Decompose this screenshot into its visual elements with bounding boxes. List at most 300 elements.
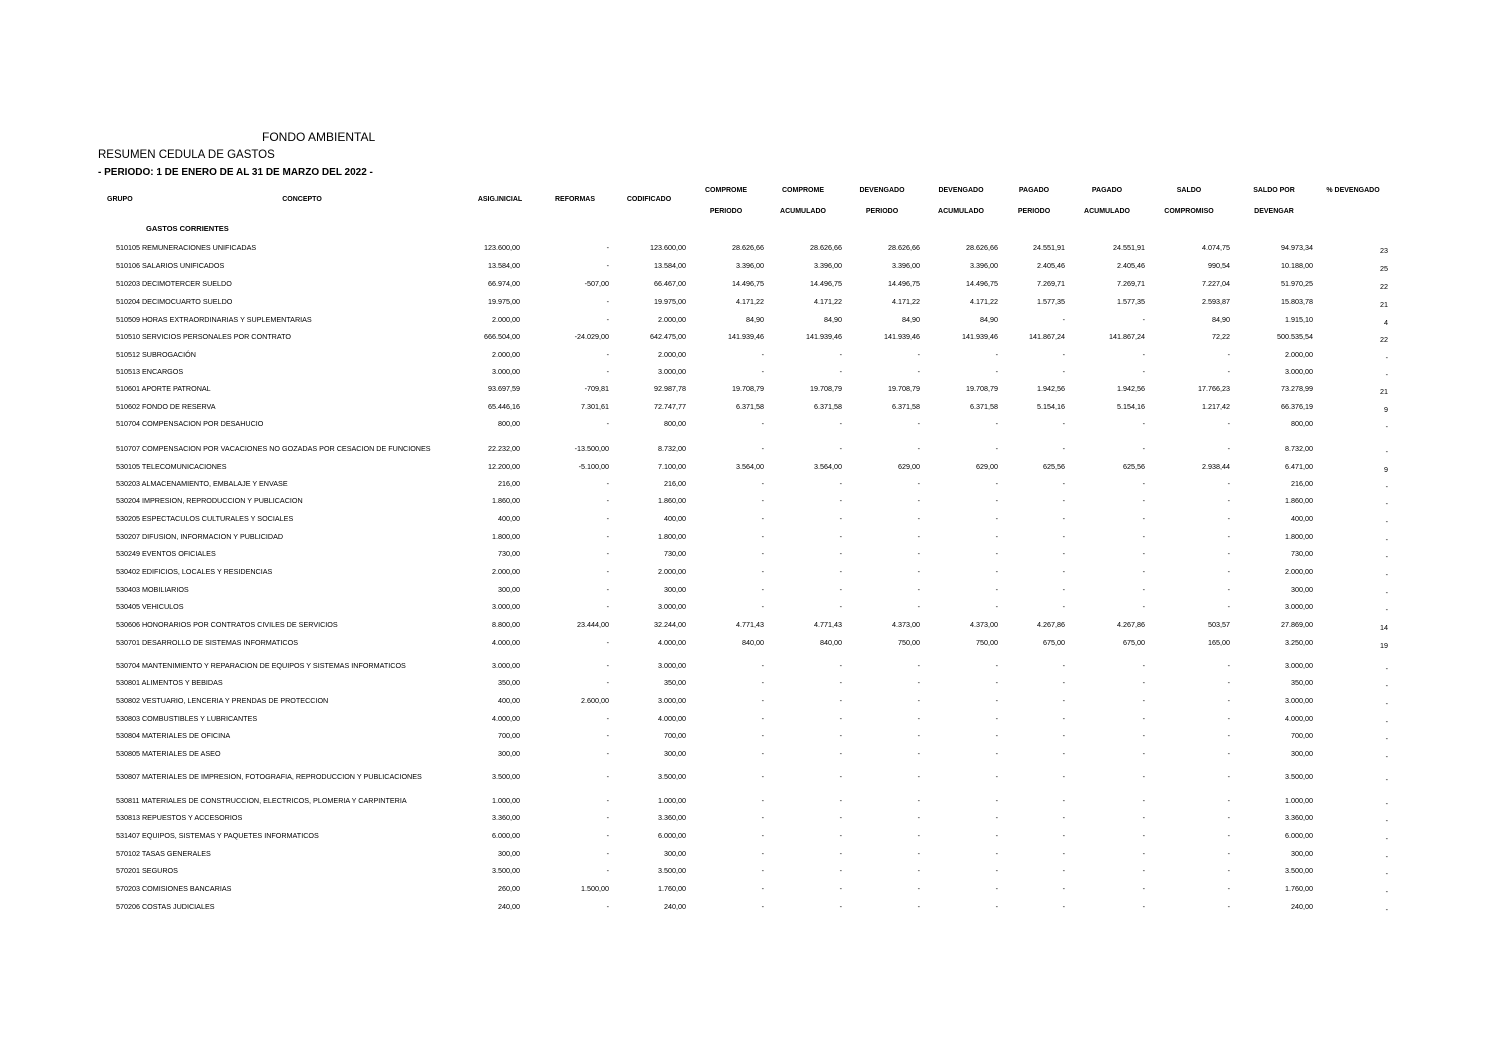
cell-pagado-acumulado: - <box>1142 813 1145 822</box>
cell-devengado-acumulado: 141.939,46 <box>962 332 998 341</box>
cell-comprome-periodo: - <box>761 367 764 376</box>
cell-reformas: - <box>606 714 609 723</box>
cell-comprome-acumulado: 28.626,66 <box>810 243 842 252</box>
cell-saldo-por-devengar: 15.803,78 <box>1281 297 1313 306</box>
cell-saldo-por-devengar: 500.535,54 <box>1277 332 1313 341</box>
header-pagado-1: PAGADO <box>1018 187 1050 194</box>
cell-codificado: 13.584,00 <box>654 261 686 270</box>
cell-pagado-periodo: - <box>1062 813 1065 822</box>
cell-asig-inicial: 66.974,00 <box>488 279 520 288</box>
row-concept: 570102 TASAS GENERALES <box>116 849 211 858</box>
cell-codificado: 1.860,00 <box>658 496 686 505</box>
cell-devengado-periodo: - <box>917 902 920 911</box>
cell-devengado-periodo: - <box>917 602 920 611</box>
cell-comprome-acumulado: 141.939,46 <box>806 332 842 341</box>
cell-pagado-periodo: - <box>1062 678 1065 687</box>
cell-devengado-periodo: - <box>917 813 920 822</box>
row-concept: 530811 MATERIALES DE CONSTRUCCION, ELECTRICOS, PLOMERIA Y CARPINTERIA <box>116 796 407 805</box>
cell-devengado-acumulado: - <box>995 772 998 781</box>
cell-devengado-periodo: - <box>917 696 920 705</box>
cell-devengado-acumulado: - <box>995 496 998 505</box>
cell-pagado-periodo: - <box>1062 315 1065 324</box>
cell-pct-devengado: - <box>1385 370 1388 379</box>
cell-pagado-periodo: - <box>1062 772 1065 781</box>
cell-comprome-periodo: 4.171,22 <box>736 297 764 306</box>
cell-saldo-compromiso: - <box>1227 866 1230 875</box>
cell-devengado-acumulado: - <box>995 796 998 805</box>
table-row <box>0 443 1497 455</box>
cell-reformas: -5.100,00 <box>578 462 609 471</box>
cell-devengado-acumulado: - <box>995 696 998 705</box>
cell-pct-devengado: - <box>1385 552 1388 561</box>
header-asig-inicial: ASIG.INICIAL <box>477 196 523 203</box>
cell-pagado-acumulado: - <box>1142 367 1145 376</box>
cell-asig-inicial: 666.504,00 <box>484 332 520 341</box>
cell-pct-devengado: - <box>1385 681 1388 690</box>
cell-pagado-acumulado: - <box>1142 696 1145 705</box>
cell-pct-devengado: - <box>1385 664 1388 673</box>
cell-saldo-compromiso: - <box>1227 585 1230 594</box>
table-row <box>0 278 1497 290</box>
cell-pagado-periodo: 1.942,56 <box>1037 384 1065 393</box>
row-concept: 531407 EQUIPOS, SISTEMAS Y PAQUETES INFORMATICOS <box>116 831 319 840</box>
row-concept: 510512 SUBROGACIÓN <box>116 350 196 359</box>
cell-saldo-por-devengar: 800,00 <box>1291 419 1313 428</box>
cell-saldo-por-devengar: 3.250,00 <box>1285 638 1313 647</box>
report-period: - PERIODO: 1 DE ENERO DE AL 31 DE MARZO DEL 2022 - <box>98 167 373 178</box>
cell-asig-inicial: 6.000,00 <box>492 831 520 840</box>
cell-pct-devengado: - <box>1385 799 1388 808</box>
cell-pct-devengado: - <box>1385 734 1388 743</box>
cell-devengado-acumulado: - <box>995 514 998 523</box>
cell-comprome-periodo: - <box>761 567 764 576</box>
cell-codificado: 66.467,00 <box>654 279 686 288</box>
header-saldo-por: SALDO POR <box>1253 187 1295 194</box>
cell-reformas: 2.600,00 <box>581 696 609 705</box>
cell-asig-inicial: 8.800,00 <box>492 620 520 629</box>
cell-asig-inicial: 400,00 <box>498 514 520 523</box>
row-concept: 530403 MOBILIARIOS <box>116 585 189 594</box>
cell-saldo-por-devengar: 300,00 <box>1291 849 1313 858</box>
row-concept: 510704 COMPENSACION POR DESAHUCIO <box>116 419 264 428</box>
row-concept: 510601 APORTE PATRONAL <box>116 384 211 393</box>
row-concept: 530402 EDIFICIOS, LOCALES Y RESIDENCIAS <box>116 567 273 576</box>
cell-pagado-periodo: - <box>1062 514 1065 523</box>
cell-codificado: 642.475,00 <box>650 332 686 341</box>
cell-pct-devengado: 25 <box>1380 264 1388 273</box>
cell-pct-devengado: - <box>1385 717 1388 726</box>
cell-devengado-acumulado: - <box>995 813 998 822</box>
cell-comprome-periodo: 3.564,00 <box>736 462 764 471</box>
cell-comprome-acumulado: 840,00 <box>820 638 842 647</box>
cell-saldo-compromiso: 1.217,42 <box>1202 402 1230 411</box>
table-row <box>0 242 1497 254</box>
cell-saldo-por-devengar: 350,00 <box>1291 678 1313 687</box>
cell-comprome-acumulado: - <box>839 585 842 594</box>
cell-asig-inicial: 3.000,00 <box>492 661 520 670</box>
cell-pct-devengado: - <box>1385 834 1388 843</box>
cell-saldo-por-devengar: 300,00 <box>1291 749 1313 758</box>
cell-pct-devengado: - <box>1385 699 1388 708</box>
cell-comprome-acumulado: - <box>839 496 842 505</box>
cell-devengado-acumulado: - <box>995 419 998 428</box>
cell-comprome-periodo: 6.371,58 <box>736 402 764 411</box>
cell-pagado-periodo: 675,00 <box>1043 638 1065 647</box>
header-saldo: SALDO <box>1176 187 1202 194</box>
cell-comprome-periodo: 141.939,46 <box>728 332 764 341</box>
cell-comprome-periodo: - <box>761 749 764 758</box>
table-row <box>0 795 1497 807</box>
cell-pct-devengado: - <box>1385 517 1388 526</box>
cell-pagado-acumulado: - <box>1142 532 1145 541</box>
cell-saldo-compromiso: 503,57 <box>1208 620 1230 629</box>
cell-codificado: 700,00 <box>664 731 686 740</box>
cell-pagado-periodo: - <box>1062 602 1065 611</box>
cell-asig-inicial: 2.000,00 <box>492 315 520 324</box>
table-row <box>0 619 1497 631</box>
cell-saldo-por-devengar: 3.000,00 <box>1285 661 1313 670</box>
cell-pagado-acumulado: - <box>1142 749 1145 758</box>
header-saldo-por-b: DEVENGAR <box>1254 208 1294 215</box>
cell-devengado-periodo: - <box>917 419 920 428</box>
cell-pct-devengado: - <box>1385 752 1388 761</box>
cell-codificado: 300,00 <box>664 749 686 758</box>
header-comprome-1: COMPROME <box>705 187 747 194</box>
cell-saldo-por-devengar: 216,00 <box>1291 479 1313 488</box>
cell-devengado-periodo: 6.371,58 <box>892 402 920 411</box>
cell-reformas: - <box>606 661 609 670</box>
cell-saldo-por-devengar: 3.000,00 <box>1285 367 1313 376</box>
cell-reformas: - <box>606 678 609 687</box>
cell-pagado-periodo: - <box>1062 350 1065 359</box>
cell-comprome-acumulado: - <box>839 444 842 453</box>
cell-devengado-periodo: - <box>917 549 920 558</box>
report-subtitle: RESUMEN CEDULA DE GASTOS <box>98 149 275 161</box>
cell-asig-inicial: 240,00 <box>498 902 520 911</box>
table-row <box>0 418 1497 430</box>
cell-comprome-periodo: - <box>761 696 764 705</box>
cell-comprome-acumulado: 3.396,00 <box>814 261 842 270</box>
cell-saldo-compromiso: - <box>1227 602 1230 611</box>
cell-pagado-acumulado: 141.867,24 <box>1109 332 1145 341</box>
header-comprome-2-b: ACUMULADO <box>780 208 826 215</box>
cell-asig-inicial: 2.000,00 <box>492 350 520 359</box>
cell-saldo-por-devengar: 6.471,00 <box>1285 462 1313 471</box>
row-concept: 570203 COMISIONES BANCARIAS <box>116 884 232 893</box>
cell-pagado-periodo: - <box>1062 866 1065 875</box>
cell-pagado-acumulado: - <box>1142 831 1145 840</box>
cell-pct-devengado: - <box>1385 816 1388 825</box>
cell-pagado-periodo: - <box>1062 419 1065 428</box>
cell-devengado-periodo: - <box>917 714 920 723</box>
row-concept: 510513 ENCARGOS <box>116 367 184 376</box>
cell-devengado-periodo: 4.171,22 <box>892 297 920 306</box>
cell-devengado-acumulado: - <box>995 585 998 594</box>
cell-pagado-acumulado: 7.269,71 <box>1117 279 1145 288</box>
cell-pct-devengado: 23 <box>1380 246 1388 255</box>
header-codificado: CODIFICADO <box>626 196 672 203</box>
cell-comprome-acumulado: - <box>839 602 842 611</box>
cell-reformas: 7.301,61 <box>581 402 609 411</box>
cell-pct-devengado: - <box>1385 482 1388 491</box>
header-pagado-2: PAGADO <box>1091 187 1123 194</box>
cell-reformas: - <box>606 532 609 541</box>
cell-pagado-acumulado: - <box>1142 315 1145 324</box>
cell-saldo-compromiso: - <box>1227 749 1230 758</box>
cell-comprome-periodo: - <box>761 661 764 670</box>
cell-pagado-periodo: - <box>1062 496 1065 505</box>
cell-codificado: 3.500,00 <box>658 866 686 875</box>
header-devengado-2: DEVENGADO <box>938 187 984 194</box>
cell-devengado-periodo: - <box>917 796 920 805</box>
cell-pagado-periodo: - <box>1062 884 1065 893</box>
table-row <box>0 601 1497 613</box>
cell-pct-devengado: - <box>1385 570 1388 579</box>
row-concept: 530803 COMBUSTIBLES Y LUBRICANTES <box>116 714 258 723</box>
cell-pct-devengado: 9 <box>1384 405 1388 414</box>
table-row <box>0 495 1497 507</box>
table-row <box>0 584 1497 596</box>
cell-asig-inicial: 300,00 <box>498 849 520 858</box>
cell-saldo-compromiso: - <box>1227 567 1230 576</box>
cell-comprome-periodo: 3.396,00 <box>736 261 764 270</box>
cell-comprome-periodo: - <box>761 902 764 911</box>
cell-saldo-por-devengar: 1.860,00 <box>1285 496 1313 505</box>
cell-pagado-periodo: - <box>1062 831 1065 840</box>
row-concept: 530203 ALMACENAMIENTO, EMBALAJE Y ENVASE <box>116 479 288 488</box>
cell-comprome-periodo: 19.708,79 <box>732 384 764 393</box>
cell-comprome-acumulado: 19.708,79 <box>810 384 842 393</box>
cell-pct-devengado: - <box>1385 422 1388 431</box>
table-row <box>0 883 1497 895</box>
row-concept: 510707 COMPENSACION POR VACACIONES NO GOZADAS POR CESACION DE FUNCIONES <box>116 444 431 453</box>
row-concept: 510204 DECIMOCUARTO SUELDO <box>116 297 233 306</box>
row-concept: 530802 VESTUARIO, LENCERIA Y PRENDAS DE PROTECCION <box>116 696 329 705</box>
cell-saldo-compromiso: 2.938,44 <box>1202 462 1230 471</box>
row-concept: 510602 FONDO DE RESERVA <box>116 402 216 411</box>
cell-saldo-por-devengar: 27.869,00 <box>1281 620 1313 629</box>
cell-saldo-por-devengar: 66.376,19 <box>1281 402 1313 411</box>
cell-codificado: 3.360,00 <box>658 813 686 822</box>
cell-comprome-periodo: - <box>761 796 764 805</box>
row-concept: 570206 COSTAS JUDICIALES <box>116 902 215 911</box>
cell-comprome-acumulado: 14.496,75 <box>810 279 842 288</box>
cell-pagado-acumulado: - <box>1142 350 1145 359</box>
cell-devengado-periodo: - <box>917 866 920 875</box>
table-row <box>0 260 1497 272</box>
cell-devengado-periodo: 28.626,66 <box>888 243 920 252</box>
cell-comprome-acumulado: - <box>839 831 842 840</box>
cell-comprome-periodo: - <box>761 602 764 611</box>
row-concept: 530701 DESARROLLO DE SISTEMAS INFORMATICOS <box>116 638 298 647</box>
cell-comprome-acumulado: - <box>839 749 842 758</box>
cell-asig-inicial: 260,00 <box>498 884 520 893</box>
row-concept: 510203 DECIMOTERCER SUELDO <box>116 279 232 288</box>
table-row <box>0 296 1497 308</box>
row-concept: 530205 ESPECTACULOS CULTURALES Y SOCIALES <box>116 514 294 523</box>
header-saldo-b: COMPROMISO <box>1164 208 1214 215</box>
cell-reformas: - <box>606 902 609 911</box>
cell-saldo-por-devengar: 3.000,00 <box>1285 696 1313 705</box>
cell-comprome-acumulado: 4.771,43 <box>814 620 842 629</box>
cell-devengado-acumulado: - <box>995 678 998 687</box>
cell-reformas: -507,00 <box>584 279 609 288</box>
cell-asig-inicial: 400,00 <box>498 696 520 705</box>
cell-codificado: 3.000,00 <box>658 661 686 670</box>
cell-reformas: - <box>606 866 609 875</box>
header-comprome-2: COMPROME <box>782 187 824 194</box>
cell-comprome-periodo: 28.626,66 <box>732 243 764 252</box>
cell-devengado-acumulado: - <box>995 549 998 558</box>
cell-reformas: - <box>606 350 609 359</box>
cell-devengado-acumulado: - <box>995 661 998 670</box>
cell-pagado-acumulado: - <box>1142 884 1145 893</box>
cell-devengado-acumulado: - <box>995 567 998 576</box>
cell-pct-devengado: 21 <box>1380 387 1388 396</box>
cell-saldo-por-devengar: 300,00 <box>1291 585 1313 594</box>
table-row <box>0 566 1497 578</box>
row-concept: 530249 EVENTOS OFICIALES <box>116 549 216 558</box>
cell-pagado-periodo: 625,56 <box>1043 462 1065 471</box>
cell-pct-devengado: - <box>1385 605 1388 614</box>
cell-codificado: 400,00 <box>664 514 686 523</box>
table-row <box>0 848 1497 860</box>
cell-comprome-periodo: - <box>761 831 764 840</box>
cell-saldo-compromiso: - <box>1227 902 1230 911</box>
cell-pagado-acumulado: - <box>1142 714 1145 723</box>
cell-pagado-periodo: 141.867,24 <box>1029 332 1065 341</box>
row-concept: 510510 SERVICIOS PERSONALES POR CONTRATO <box>116 332 291 341</box>
cell-asig-inicial: 4.000,00 <box>492 714 520 723</box>
cell-saldo-compromiso: - <box>1227 532 1230 541</box>
cell-asig-inicial: 3.000,00 <box>492 367 520 376</box>
cell-comprome-periodo: - <box>761 585 764 594</box>
cell-codificado: 123.600,00 <box>650 243 686 252</box>
cell-saldo-compromiso: 4.074,75 <box>1202 243 1230 252</box>
cell-saldo-compromiso: - <box>1227 419 1230 428</box>
cell-codificado: 300,00 <box>664 849 686 858</box>
cell-comprome-acumulado: - <box>839 796 842 805</box>
cell-devengado-periodo: 141.939,46 <box>884 332 920 341</box>
cell-devengado-acumulado: - <box>995 731 998 740</box>
cell-devengado-periodo: 4.373,00 <box>892 620 920 629</box>
cell-reformas: - <box>606 549 609 558</box>
cell-comprome-acumulado: - <box>839 549 842 558</box>
header-pct-devengado: % DEVENGADO <box>1326 187 1380 194</box>
table-row <box>0 314 1497 326</box>
cell-codificado: 92.987,78 <box>654 384 686 393</box>
cell-saldo-compromiso: - <box>1227 772 1230 781</box>
cell-saldo-compromiso: 17.766,23 <box>1198 384 1230 393</box>
cell-saldo-por-devengar: 700,00 <box>1291 731 1313 740</box>
cell-codificado: 7.100,00 <box>658 462 686 471</box>
header-devengado-1-b: PERIODO <box>865 208 899 215</box>
cell-saldo-compromiso: 72,22 <box>1212 332 1230 341</box>
cell-devengado-periodo: - <box>917 350 920 359</box>
cell-devengado-acumulado: - <box>995 749 998 758</box>
cell-devengado-acumulado: 4.171,22 <box>970 297 998 306</box>
cell-saldo-compromiso: - <box>1227 661 1230 670</box>
cell-comprome-acumulado: - <box>839 731 842 740</box>
cell-pagado-acumulado: 24.551,91 <box>1113 243 1145 252</box>
cell-asig-inicial: 13.584,00 <box>488 261 520 270</box>
cell-comprome-acumulado: - <box>839 884 842 893</box>
cell-comprome-periodo: - <box>761 849 764 858</box>
cell-saldo-compromiso: - <box>1227 549 1230 558</box>
cell-asig-inicial: 1.860,00 <box>492 496 520 505</box>
cell-saldo-compromiso: - <box>1227 444 1230 453</box>
cell-saldo-por-devengar: 3.500,00 <box>1285 772 1313 781</box>
cell-asig-inicial: 22.232,00 <box>488 444 520 453</box>
cell-pct-devengado: - <box>1385 852 1388 861</box>
table-row <box>0 812 1497 824</box>
cell-devengado-acumulado: - <box>995 602 998 611</box>
cell-pagado-periodo: - <box>1062 532 1065 541</box>
table-row <box>0 401 1497 413</box>
cell-pagado-acumulado: - <box>1142 479 1145 488</box>
cell-pagado-periodo: 5.154,16 <box>1037 402 1065 411</box>
cell-saldo-por-devengar: 3.000,00 <box>1285 602 1313 611</box>
cell-pagado-periodo: 24.551,91 <box>1033 243 1065 252</box>
cell-reformas: - <box>606 585 609 594</box>
row-concept: 510106 SALARIOS UNIFICADOS <box>116 261 225 270</box>
cell-devengado-periodo: - <box>917 496 920 505</box>
table-row <box>0 331 1497 343</box>
cell-pagado-acumulado: 675,00 <box>1123 638 1145 647</box>
cell-devengado-acumulado: 6.371,58 <box>970 402 998 411</box>
cell-pagado-acumulado: - <box>1142 796 1145 805</box>
cell-pagado-acumulado: - <box>1142 602 1145 611</box>
cell-reformas: - <box>606 638 609 647</box>
cell-pagado-acumulado: - <box>1142 731 1145 740</box>
row-concept: 530807 MATERIALES DE IMPRESION, FOTOGRAFIA, REPRODUCCION Y PUBLICACIONES <box>116 772 422 781</box>
cell-pct-devengado: 21 <box>1380 300 1388 309</box>
cell-comprome-acumulado: - <box>839 849 842 858</box>
table-row <box>0 771 1497 783</box>
cell-comprome-periodo: - <box>761 350 764 359</box>
cell-reformas: - <box>606 772 609 781</box>
cell-devengado-periodo: - <box>917 532 920 541</box>
cell-pagado-periodo: - <box>1062 714 1065 723</box>
cell-codificado: 2.000,00 <box>658 315 686 324</box>
cell-codificado: 72.747,77 <box>654 402 686 411</box>
cell-pct-devengado: 9 <box>1384 465 1388 474</box>
cell-asig-inicial: 3.500,00 <box>492 866 520 875</box>
header-concepto: CONCEPTO <box>282 196 322 203</box>
cell-comprome-acumulado: - <box>839 678 842 687</box>
cell-comprome-acumulado: - <box>839 532 842 541</box>
table-row <box>0 713 1497 725</box>
cell-comprome-acumulado: - <box>839 567 842 576</box>
cell-comprome-acumulado: - <box>839 813 842 822</box>
cell-reformas: - <box>606 419 609 428</box>
cell-pagado-acumulado: - <box>1142 661 1145 670</box>
cell-devengado-periodo: - <box>917 661 920 670</box>
cell-reformas: -24.029,00 <box>574 332 609 341</box>
cell-comprome-periodo: - <box>761 444 764 453</box>
cell-pagado-acumulado: - <box>1142 549 1145 558</box>
table-row <box>0 383 1497 395</box>
cell-devengado-periodo: 3.396,00 <box>892 261 920 270</box>
cell-saldo-compromiso: - <box>1227 367 1230 376</box>
cell-comprome-acumulado: - <box>839 479 842 488</box>
row-concept: 530105 TELECOMUNICACIONES <box>116 462 227 471</box>
cell-reformas: - <box>606 602 609 611</box>
cell-pagado-periodo: - <box>1062 567 1065 576</box>
cell-saldo-por-devengar: 6.000,00 <box>1285 831 1313 840</box>
cell-saldo-por-devengar: 2.000,00 <box>1285 350 1313 359</box>
table-row <box>0 695 1497 707</box>
